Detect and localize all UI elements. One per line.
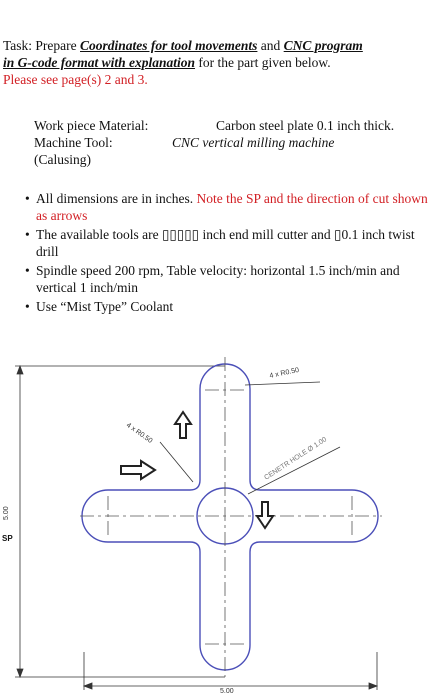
task-prefix: Task: Prepare bbox=[3, 38, 81, 53]
dim-top-right: 4 x R0.50 bbox=[268, 366, 300, 380]
right-arrow-icon bbox=[121, 461, 155, 479]
bullet-list bbox=[22, 190, 432, 317]
task-coordinates-link: Coordinates for tool movements bbox=[80, 38, 258, 53]
pages-note: Please see page(s) 2 and 3. bbox=[3, 72, 148, 87]
bullet-text: All dimensions are in inches. bbox=[36, 191, 197, 206]
task-and: and bbox=[257, 38, 284, 53]
machine-label: Machine Tool: bbox=[34, 135, 113, 150]
task-gcode-link: in G-code format with explanation bbox=[3, 55, 196, 70]
up-arrow-icon bbox=[175, 412, 191, 438]
bullet-note: Note the SP and the direction of cut shown as arrows bbox=[36, 191, 428, 223]
workpiece-value: Carbon steel plate 0.1 inch thick. bbox=[216, 118, 395, 133]
bullet-item: • The available tools are ▯▯▯▯▯ inch end mill cutter and ▯0.1 inch twist drill bbox=[25, 227, 415, 259]
dim-center-hole: CENETR HOLE Ø 1.00 bbox=[263, 436, 329, 482]
task-suffix: for the part given below. bbox=[195, 55, 331, 70]
down-arrow-icon bbox=[257, 502, 273, 528]
part-drawing bbox=[0, 352, 433, 700]
task-paragraph bbox=[3, 37, 433, 88]
workpiece-label: Work piece Material: bbox=[34, 118, 149, 133]
part-outline bbox=[82, 364, 378, 670]
machine-value: CNC vertical milling machine bbox=[172, 135, 335, 150]
bullet-text: Spindle speed 200 rpm, Table velocity: horizontal 1.5 inch/min and vertical 1 inch/min bbox=[36, 263, 400, 295]
dim-height: 5.00 bbox=[3, 506, 10, 520]
bullet-item: • Use “Mist Type” Coolant bbox=[25, 299, 174, 314]
dim-inner: 4 x R0.50 bbox=[124, 421, 154, 445]
bullet-item: • All dimensions are in inches. Note the SP and the direction of cut shown as arrows bbox=[25, 191, 428, 223]
sp-label: SP bbox=[2, 534, 13, 543]
dim-width: 5.00 bbox=[220, 688, 234, 695]
machine-extra: (Calusing) bbox=[34, 152, 91, 167]
bullet-text: The available tools are ▯▯▯▯▯ inch end mill cutter and ▯0.1 inch twist drill bbox=[36, 227, 415, 259]
bullet-text: Use “Mist Type” Coolant bbox=[36, 299, 174, 314]
task-cnc-link: CNC program bbox=[283, 38, 363, 53]
bullet-item: • Spindle speed 200 rpm, Table velocity: horizontal 1.5 inch/min and vertical 1 inch/min bbox=[25, 263, 400, 295]
